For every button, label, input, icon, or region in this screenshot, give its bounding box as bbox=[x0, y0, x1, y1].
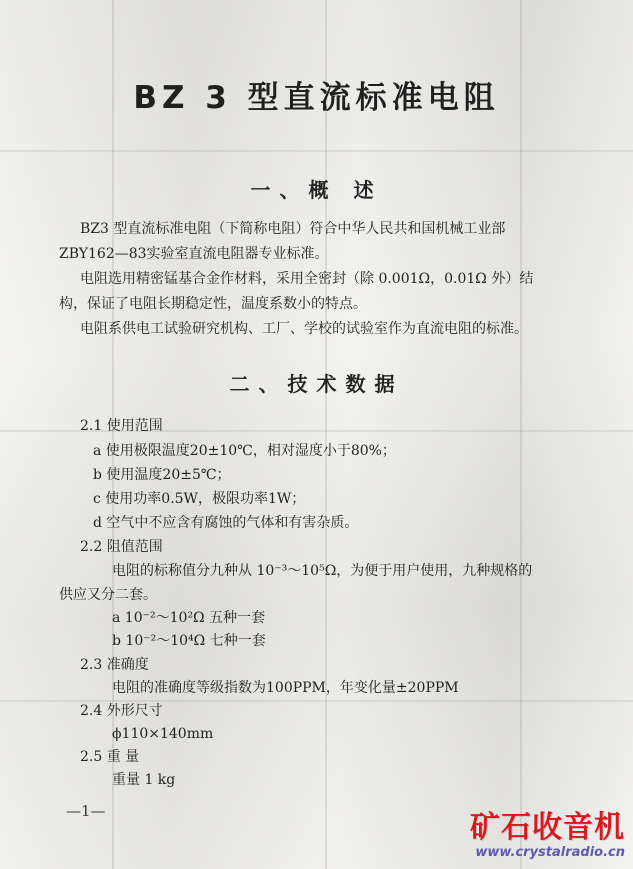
page-number: —1— bbox=[66, 802, 106, 820]
paragraph-line: 电阻选用精密锰基合金作材料，采用全密封（除 0.001Ω，0.01Ω 外）结 bbox=[80, 271, 534, 287]
fold-crease bbox=[0, 150, 633, 152]
list-item: d 空气中不应含有腐蚀的气体和有害杂质。 bbox=[93, 515, 359, 531]
list-item: c 使用功率0.5W，极限功率1W； bbox=[93, 491, 306, 507]
subsection-label-2-2: 2.2 阻值范围 bbox=[80, 539, 163, 555]
paragraph-line: BZ3 型直流标准电阻（下简称电阻）符合中华人民共和国机械工业部 bbox=[80, 221, 506, 237]
list-item: a 使用极限温度20±10℃，相对湿度小于80%； bbox=[93, 443, 396, 459]
list-item: b 使用温度20±5℃； bbox=[93, 467, 231, 483]
paragraph-line: 电阻的准确度等级指数为100PPM，年变化量±20PPM bbox=[112, 680, 459, 696]
list-item: a 10⁻²～10²Ω 五种一套 bbox=[112, 610, 266, 626]
subsection-label-2-3: 2.3 准确度 bbox=[80, 657, 149, 673]
paragraph-line: 重量 1 kg bbox=[112, 772, 176, 788]
subsection-label-2-1: 2.1 使用范围 bbox=[80, 418, 163, 434]
paragraph-line: 构，保证了电阻长期稳定性，温度系数小的特点。 bbox=[59, 296, 367, 312]
list-item: b 10⁻²～10⁴Ω 七种一套 bbox=[112, 633, 266, 649]
subsection-label-2-5: 2.5 重 量 bbox=[80, 749, 140, 765]
paragraph-line: 电阻系供电工试验研究机构、工厂、学校的试验室作为直流电阻的标准。 bbox=[80, 321, 528, 337]
document-title: BZ 3 型直流标准电阻 bbox=[133, 80, 500, 116]
section-heading-overview: 一、概 述 bbox=[250, 178, 383, 202]
fold-crease bbox=[520, 0, 522, 869]
paragraph-line: ϕ110×140mm bbox=[112, 726, 214, 742]
fold-crease bbox=[325, 0, 327, 869]
subsection-label-2-4: 2.4 外形尺寸 bbox=[80, 703, 163, 719]
section-heading-technical-data: 二、技术数据 bbox=[229, 372, 404, 396]
paragraph-line: 供应又分二套。 bbox=[59, 587, 157, 603]
site-watermark bbox=[440, 811, 625, 861]
watermark-brand: 矿石收音机 bbox=[470, 810, 625, 845]
watermark-url: www.crystalradio.cn bbox=[475, 845, 625, 860]
paragraph-line: 电阻的标称值分九种从 10⁻³～10⁵Ω，为便于用户使用，九种规格的 bbox=[112, 563, 533, 579]
paragraph-line: ZBY162—83实验室直流电阻器专业标准。 bbox=[59, 246, 329, 262]
